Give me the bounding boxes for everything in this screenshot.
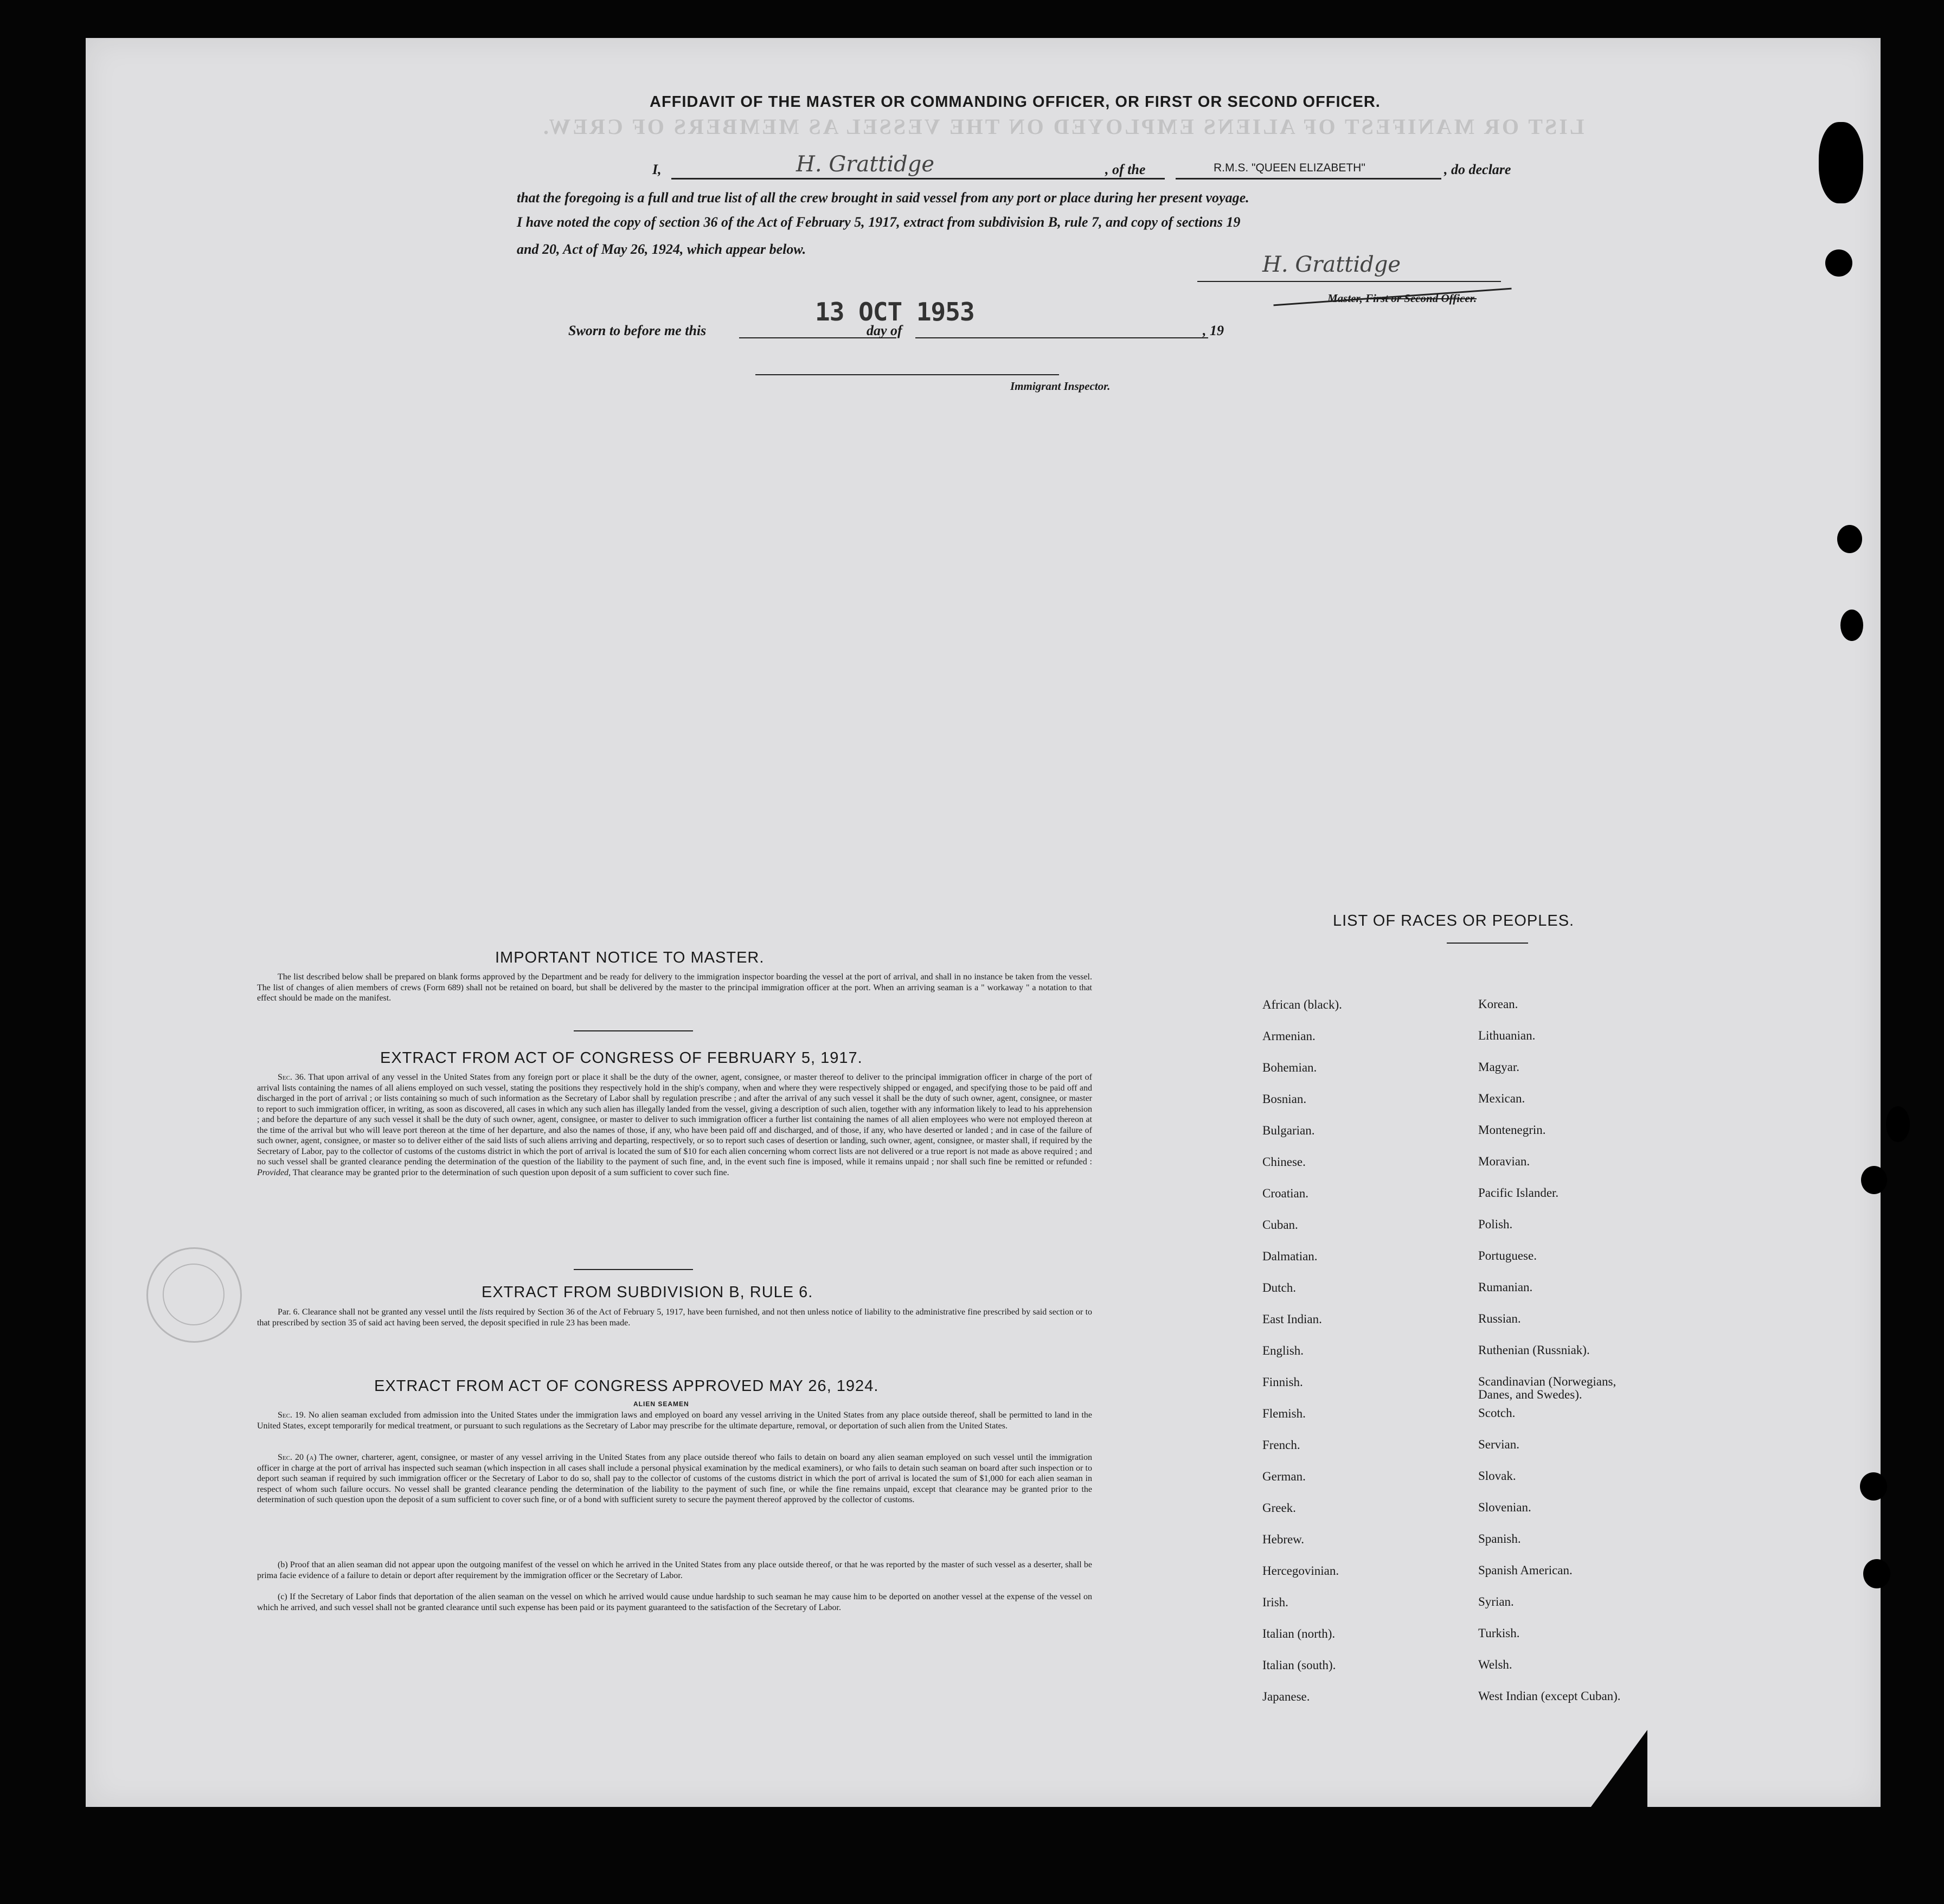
race-item: Spanish. (1478, 1532, 1521, 1546)
rule-6-text (257, 1307, 1092, 1328)
affidavit-line-3: I have noted the copy of section 36 of the Act of February 5, 1917, extract from subdivision B, rule 7, and copy of sections 19 (517, 214, 1241, 230)
race-item: Magyar. (1478, 1060, 1520, 1074)
race-item: Greek. (1262, 1501, 1296, 1515)
race-item: Cuban. (1262, 1218, 1298, 1232)
punch-hole (1863, 1559, 1890, 1588)
race-item: Armenian. (1262, 1029, 1316, 1043)
sec-20b-text (257, 1560, 1092, 1581)
sworn-label: Sworn to before me this (568, 323, 707, 338)
race-item: Japanese. (1262, 1690, 1310, 1703)
race-item: English. (1262, 1344, 1304, 1357)
race-item: Scotch. (1478, 1406, 1516, 1420)
notice-rule (574, 1030, 693, 1031)
provided-label: Provided, (257, 1168, 291, 1177)
sec-20c-body: If the Secretary of Labor finds that deportation of the alien seaman on the vessel on which he arrived would cause undue hardship to such seaman he may cause him to be deported on another vessel at the expense of the vessel on which he arrived, and such vessel shall not be granted clearance until such expense has been paid or its payment guaranteed to the satisfaction of the Secretary of Labor. (257, 1592, 1093, 1612)
race-item: Dalmatian. (1262, 1249, 1318, 1263)
captain-signature: H. Grattidge (796, 152, 935, 177)
sec-20c-text (257, 1592, 1092, 1613)
notice-text: The list described below shall be prepared on blank forms approved by the Department and be ready for delivery to the immigration inspector boarding the vessel at the port of arrival, and shall in no instance be taken from the vessel. The list of changes of alien members of crews (Form 689) shall not be retained on board, but shall be delivered by the master to the principal immigration officer at the port. When an arriving seaman is a " workaway " a notation to that effect should be made on the manifest. (257, 972, 1092, 1003)
master-signature: H. Grattidge (1262, 252, 1401, 277)
sec-19-text (257, 1410, 1092, 1431)
torn-corner (1588, 1730, 1647, 1811)
punch-hole (1825, 249, 1852, 277)
race-item: Russian. (1478, 1312, 1521, 1325)
of-the-label: , of the (1105, 162, 1146, 177)
extract-1924-title: EXTRACT FROM ACT OF CONGRESS APPROVED MAY 26, 1924. (374, 1377, 879, 1395)
extract-1917-rule (574, 1269, 693, 1270)
vessel-line (1176, 178, 1441, 179)
punch-hole (1837, 525, 1862, 553)
race-item: African (black). (1262, 998, 1342, 1011)
races-title: LIST OF RACES OR PEOPLES. (1333, 912, 1575, 929)
sec-20a-text (257, 1452, 1092, 1505)
race-item: East Indian. (1262, 1312, 1322, 1326)
race-item: Portuguese. (1478, 1249, 1537, 1262)
month-line (915, 337, 1208, 338)
date-stamp: 13 OCT 1953 (815, 297, 974, 326)
affidavit-i-label: I, (652, 162, 662, 177)
race-item: Bulgarian. (1262, 1124, 1315, 1137)
sec-20b-label: (b) (278, 1560, 288, 1569)
affidavit-line-4: and 20, Act of May 26, 1924, which appear below. (517, 241, 806, 257)
races-rule (1447, 943, 1528, 944)
extract-1917-title: EXTRACT FROM ACT OF CONGRESS OF FEBRUARY 5, 1917. (380, 1049, 863, 1067)
race-item: Korean. (1478, 997, 1518, 1011)
rule-6-body-b: required by Section 36 of the Act of February 5, 1917, have been furnished, and not then unless notice of liability to the administrative fine prescribed by said section or to that prescribed by section 35 of said act having been served, the deposit specified in rule 23 has been made. (257, 1307, 1093, 1328)
race-item: Ruthenian (Russniak). (1478, 1343, 1590, 1357)
race-item: Lithuanian. (1478, 1029, 1536, 1042)
race-item: Bohemian. (1262, 1061, 1317, 1074)
race-item: Pacific Islander. (1478, 1186, 1559, 1200)
race-item: Bosnian. (1262, 1092, 1307, 1106)
race-item: Chinese. (1262, 1155, 1306, 1169)
punch-hole (1840, 610, 1863, 641)
par-6-label: Par. 6. (278, 1307, 300, 1317)
affidavit-title: AFFIDAVIT OF THE MASTER OR COMMANDING OFFICER, OR FIRST OR SECOND OFFICER. (650, 93, 1381, 111)
race-item: Rumanian. (1478, 1280, 1533, 1294)
race-item: Welsh. (1478, 1658, 1512, 1671)
race-item: Polish. (1478, 1217, 1513, 1231)
sec-36-label: Sec. 36. (278, 1073, 306, 1082)
vessel-name: R.M.S. "QUEEN ELIZABETH" (1214, 162, 1365, 174)
race-item: Irish. (1262, 1595, 1288, 1609)
name-line (671, 178, 1165, 179)
punch-hole (1819, 122, 1863, 203)
day-of-label: day of (867, 323, 902, 338)
race-item: Syrian. (1478, 1595, 1514, 1608)
master-line (1197, 281, 1501, 282)
race-item: French. (1262, 1438, 1300, 1452)
race-item: Slovak. (1478, 1469, 1516, 1483)
sec-36-body: That upon arrival of any vessel in the United States from any foreign port or place it shall be the duty of the owner, agent, consignee, or master thereof to deliver to the principal immigration officer in charge of the port of arrival lists containing the names of all aliens employed on such vessel, stating the positions they respectively hold in the ship's company, when and where they were respectively shipped or engaged, and specifying those to be paid off and discharged in the port of arrival ; or lists containing so much of such information as the Secretary of Labor shall by regulation prescribe ; and after the arrival of any such vessel it shall be the duty of such owner, agent, consignee, or master to report to such immigration officer, in writing, as soon as discovered, all cases in which any such alien has illegally landed from the vessel, giving a description of such alien, together with any information likely to lead to his apprehension ; and before the departure of any such vessel it shall be the duty of such owner, agent, consignee, or master to deliver to such immigration officer a further list containing the names of all alien employees who were not employed thereon at the time of the arrival but who will leave port thereon at the time of her departure, and also the names of those, if any, who have been paid off and discharged, and of those, if any, who have deserted or landed ; and in case of the failure of such owner, agent, consignee, or master so to deliver either of the said lists of such aliens arriving and departing, respectively, or so to report such cases of desertion or landing, such owner, agent, consignee, or master shall, if required by the Secretary of Labor, pay to the collector of customs of the customs district in which the port of arrival is located the sum of $10 for each alien concerning whom correct lists are not delivered or a true report is not made as above required ; and no such vessel shall be granted clearance pending the determination of the question of the liability to the payment of such fine, and, in the event such fine is imposed, while it remains unpaid ; nor shall such fine be remitted or refunded : (257, 1073, 1092, 1166)
race-item: Hercegovinian. (1262, 1564, 1339, 1578)
race-item: Flemish. (1262, 1407, 1306, 1420)
race-item: Mexican. (1478, 1092, 1525, 1105)
inspector-label: Immigrant Inspector. (1010, 380, 1111, 393)
alien-seamen-subtitle: ALIEN SEAMEN (633, 1400, 689, 1408)
master-prefix: Master, (1327, 292, 1366, 305)
race-item: Italian (south). (1262, 1658, 1336, 1672)
do-declare-label: , do declare (1444, 162, 1511, 177)
punch-hole (1886, 1106, 1910, 1142)
race-item: West Indian (except Cuban). (1478, 1689, 1621, 1703)
bleed-through-heading: LIST OR MANIFEST OF ALIENS EMPLOYED ON THE VESSEL AS MEMBERS OF CREW. (541, 114, 1584, 139)
race-item: Hebrew. (1262, 1533, 1305, 1546)
race-item: Slovenian. (1478, 1501, 1531, 1514)
race-item: Croatian. (1262, 1187, 1308, 1200)
struck-officer-title: First or Second Officer. (1365, 292, 1477, 305)
rule-6-title: EXTRACT FROM SUBDIVISION B, RULE 6. (482, 1284, 813, 1301)
sec-19-label: Sec. 19. (278, 1411, 306, 1420)
race-item: Scandinavian (Norwegians, Danes, and Swedes). (1478, 1375, 1616, 1401)
year-label: , 19 (1203, 323, 1224, 338)
inspector-line (755, 374, 1059, 375)
extract-1917-text (257, 1072, 1092, 1178)
document-page (86, 38, 1881, 1807)
race-item: Finnish. (1262, 1375, 1303, 1389)
sec-20a-body: The owner, charterer, agent, consignee, or master of any vessel arriving in the United States from any place outside thereof who fails to detain on board any alien seaman employed on such vessel until the immigration officer in charge at the port of arrival has inspected such seaman (which inspection in all cases shall include a personal physical examination by the medical examiners), or who fails to detain such seaman on board after such inspection or to deport such seaman if required by such immigration officer or the Secretary of Labor to do so, shall pay to the collector of customs of the customs district in which the port of arrival is located the sum of $1,000 for each alien seaman in respect of whom such failure occurs. No vessel shall be granted clearance pending the determination of the liability to the payment of such fine, or while the fine remains unpaid, except that clearance may be granted prior to the determination of such question upon the deposit of a sum sufficient to cover such fine, or of a bond with sufficient surety to secure the payment thereof approved by the collector of customs. (257, 1453, 1092, 1504)
affidavit-line-2: that the foregoing is a full and true list of all the crew brought in said vessel from any port or place during her present voyage. (517, 190, 1249, 206)
sec-20c-label: (c) (278, 1592, 287, 1601)
sec-20a-label: Sec. 20 (a) (278, 1453, 317, 1462)
race-item: Dutch. (1262, 1281, 1296, 1294)
rule-6-body-a: Clearance shall not be granted any vessel until the (301, 1307, 477, 1317)
lists-word: lists (479, 1307, 493, 1317)
race-item: Turkish. (1478, 1626, 1520, 1640)
punch-hole (1861, 1166, 1887, 1194)
sec-19-body: No alien seaman excluded from admission into the United States under the immigration laws and employed on board any vessel arriving in the United States from any place outside thereof, shall be permitted to land in the United States, except temporarily for medical treatment, or pursuant to such regulations as the Secretary of Labor may prescribe for the ultimate departure, removal, or deportation of such alien from the United States. (257, 1411, 1093, 1431)
sec-36-end: That clearance may be granted prior to the determination of such question upon deposit of a sum sufficient to cover such fine. (292, 1168, 729, 1177)
embossed-seal-inner (163, 1264, 224, 1325)
race-item: Moravian. (1478, 1155, 1530, 1168)
notice-title: IMPORTANT NOTICE TO MASTER. (495, 949, 765, 966)
race-item: Montenegrin. (1478, 1123, 1546, 1137)
race-item: Spanish American. (1478, 1563, 1573, 1577)
punch-hole (1860, 1472, 1887, 1501)
race-item: German. (1262, 1470, 1306, 1483)
sec-20b-body: Proof that an alien seaman did not appear upon the outgoing manifest of the vessel on which he arrived in the United States from any place outside thereof, or that he was reported by the master of such vessel as a deserter, shall be prima facie evidence of a failure to detain or deport after requirement by the immigration officer or the Secretary of Labor. (257, 1560, 1093, 1580)
race-item: Servian. (1478, 1438, 1520, 1451)
race-item: Italian (north). (1262, 1627, 1336, 1640)
